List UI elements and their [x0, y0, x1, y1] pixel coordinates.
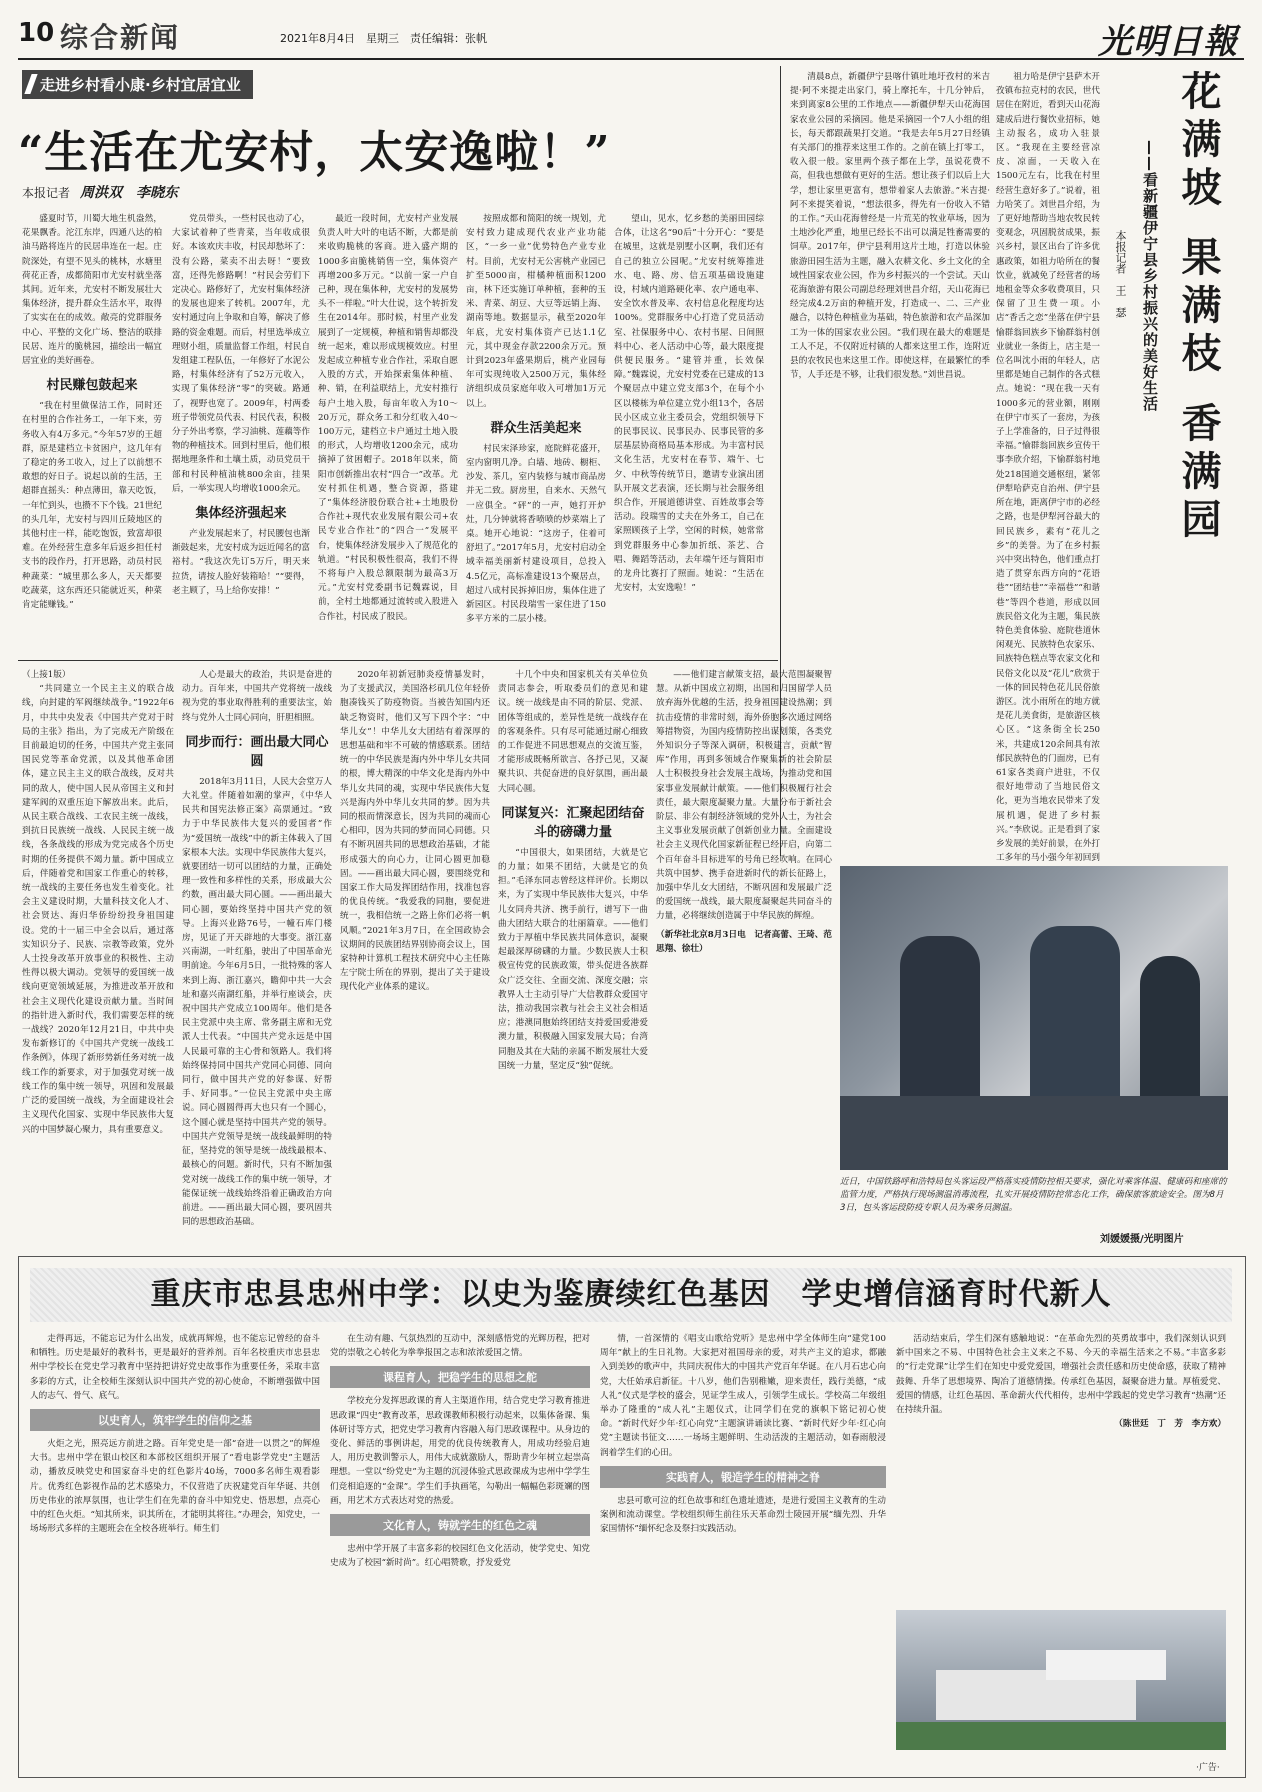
paragraph: 忠县可歌可泣的红色故事和红色遗址遗迹，是进行爱国主义教育的生动案例和流动课堂。学校组织师生前往乐天革命烈士陵园开展“缅先烈、升华家国情怀”缅怀纪念及祭扫实践活动。 — [600, 1495, 886, 1535]
masthead — [18, 18, 1244, 60]
story3-dateline: （新华社北京8月3日电 记者高蕾、王琦、范思翔、徐壮） — [656, 929, 832, 954]
paragraph: 2018年3月11日，人民大会堂万人大礼堂。伴随着如潮的掌声，《中华人民共和国宪法修正案》高票通过。“致力于中华民族伟大复兴的爱国者”作为“爱国统一战线”中的新主体载入了国家根本大法。实现中华民族伟大复兴，就要团结一切可以团结的力量，正确处理一致性和多样性的关系，形成最大公约数，画出最大同心圆。——画出最大同心圆，要始终坚持中国共产党的领导。上海兴业路76号，一幢石库门楼房，见证了开天辟地的大事变。浙江嘉兴南湖，一叶红船，驶出了中国革命光明前途。今年6月5日，一批特殊的客人来到上海、浙江嘉兴，瞻仰中共一大会址和嘉兴南湖红船，并举行座谈会，庆祝中国共产党成立100周年。他们是各民主党派中央主席、常务副主席和无党派人士代表。“中国共产党永远是中国人民最可靠的主心骨和领路人。我们将始终保持同中国共产党同心同德、同向同行，做中国共产党的好参谋、好帮手、好同事。”一位民主党派中央主席说。同心圆圆得再大也只有一个圆心，这个圆心就是坚持中国共产党的领导。中国共产党领导是统一战线最鲜明的特征，坚持党的领导是统一战线最根本、最核心的问题。新时代，只有不断加强党对统一战线工作的集中统一领导，才能保证统一战线始终沿着正确政治方向前进。——画出最大同心圆，要巩固共同的思想政治基础。 — [182, 776, 332, 1228]
subheading: 同谋复兴：汇聚起团结奋斗的磅礴力量 — [501, 805, 645, 840]
paragraph: 祖力哈是伊宁县萨木开孜镇布拉克村的农民，世代居住在附近，看到天山花海建成后进行餐饮业招标，她主动报名，成功入驻景区。“我现在主要经营凉皮、凉面，一天收入在1500元左右，比我在村里经营生意好多了。”说着，祖力哈笑了。刘世昌介绍，为了更好地帮助当地农牧民转变观念，巩固脱贫成果，振兴乡村，景区出台了许多优惠政策，如祖力哈所在的餐饮业，就减免了经营者的场地租金等众多收费项目，只保留了卫生费一项。小店“香舌之恋”坐落在伊宁县愉群翁回族乡下愉群翁村创业就业一条街上，店主是一位名叫沈小雨的年轻人，店里都是她自己制作的各式糕点。她说：“现在我一天有1000多元的营业额，刚刚在伊宁市买了一套房，为孩子上学准备的，日子过得很幸福。”愉群翁回族乡宣传干事李欣介绍，下愉群翁村地处218国道交通枢纽，紧邻伊犁哈萨克自治州、伊宁县所在地，距离伊宁市的必经之路，也是伊犁河谷最大的回民族乡，素有“花儿之乡”的美誉。为了在乡村振兴中突出特色，他们重点打造了贯穿东西方向的“花语巷”“团结巷”“幸福巷”“和谐巷”等四个巷道，形成以回族民俗文化为主题，集民族特色美食体验、庭院巷道休闲观光、民族特色农家乐、回族特色糕点等农家文化和民俗文化以及“花儿”欣赏于一体的回民特色花儿民俗旅游区。沈小雨所在的地方就是花儿美食街，是旅游区核心区。“这条街全长250米，共建成120余间具有浓郁民族特色的门面房，已有61家各类商户进驻，不仅很好地带动了当地民俗文化，更为当地农民带来了发展机遇，促进了乡村振兴。”李欣说。正是看到了家乡发展的美好前景，在外打工多年的马小强今年初回到 — [996, 72, 1100, 864]
byline-names: 周洪双 李晓东 — [80, 185, 179, 201]
story2-subtitle: ——看新疆伊宁县乡村振兴的美好生活 — [1141, 140, 1159, 412]
story1-column-4 — [466, 212, 606, 652]
paragraph: “中国很大，如果团结，大就是它的力量；如果不团结，大就是它的负担。”毛泽东同志曾经这样评价。长期以来，为了实现中华民族伟大复兴，中华儿女同舟共济、携手前行，谱写下一曲曲大团结大联合的壮丽篇章。——他们致力于厚植中华民族共同体意识，凝聚起最深厚磅礴的力量。少数民族人士积极宣传党的民族政策，带头促进各族群众广泛交往、全面交流、深度交融；宗教界人士主动引导广大信教群众爱国守法，推动我国宗教与社会主义社会相适应；港澳同胞始终团结支持爱国爱港爱澳力量，积极融入国家发展大局；台湾同胞及其在大陆的亲属不断发展壮大爱国统一力量，坚定反“独”促统。 — [498, 847, 648, 1071]
paragraph: “共同建立一个民主主义的联合战线，向封建的军阀继续战争。”1922年6月，中共中央发表《中国共产党对于时局的主张》指出，为了完成无产阶级在目前最迫切的任务，中国共产党主张同国民党等革命党派，以及其他革命团体，建立民主主义的联合战线，反对共同的敌人，使中国人民从帝国主义和封建军阀的双重压迫下解放出来。此后，从民主联合战线、工农民主统一战线，到抗日民族统一战线、人民民主统一战线，各条战线的形成为党完成各个历史时期的任务提供不竭力量。新中国成立后，伴随着党和国家工作重心的转移，统一战线的主要任务也发生着变化。社会主义建设时期，大量科技文化人才、社会贤达、海归华侨纷纷投身祖国建设。党的十一届三中全会以后，通过落实知识分子、民族、宗教等政策，党外人士投身改革开放事业的积极性、主动性得以极大调动。党领导的爱国统一战线向更宽领域延展，为推进改革开放和社会主义现代化建设贡献力量。当时间的指针进入新时代，我们需要怎样的统一战线？2020年12月21日，中共中央发布新修订的《中国共产党统一战线工作条例》，体现了新形势新任务对统一战线工作的新要求，对于加强党对统一战线工作的集中统一领导，巩固和发展最广泛的爱国统一战线，为全面建设社会主义现代化国家、实现中华民族伟大复兴的中国梦凝心聚力，具有重要意义。 — [22, 684, 174, 1135]
paragraph: 在生动有趣、气氛热烈的互动中，深刻感悟党的光辉历程，把对党的崇敬之心转化为拳拳报国之志和浓浓爱国之情。 — [330, 1334, 590, 1359]
paragraph: 清晨8点，新疆伊宁县喀什镇吐地圩孜村的米吉提·阿不来提走出家门，骑上摩托车，十几分钟后，来到离家8公里的工作地点——新疆伊犁天山花海国家农业公园的采摘园。他是采摘园一个7人小组的组长，每天都跟蔬果打交道。“我是去年5月27日经镇有关部门的推荐来这里工作的。之前在镇上打零工，收入很一般。家里两个孩子都在上学，虽说花费不高，但我也想做有更好的生活。想让孩子们以后上大学，想让家里更富有，想带着家人去旅游。”米吉提·阿不来提笑着说，“想法很多，得先有一份收入不错的工作。”天山花海曾经是一片荒芜的牧业草场，因为土地沙化严重，地里已经长不出可以满足牲畜需要的饲草。2017年，伊宁县利用这片土地，打造以休验旅游田园生活为主题，融入农耕文化、乡土文化的全域性国家农业公园，作为乡村振兴的一个尝试。天山花海旅游有限公司副总经理刘世昌介绍，天山花海已经完成4.2万亩的种植开发，打造成一、二、三产业融合，以特色种植业为基础，特色旅游和农产品深加工为一体的国家农业公园。“我们现在最大的难题是工人不足，不仅附近村镇的人都来这里工作，连附近县的农牧民也来这里工作。即使这样，在最繁忙的季节，人手还是不够，让我们很发愁。”刘世昌说。 — [790, 72, 990, 381]
subheading: 村民赚包鼓起来 — [46, 378, 138, 394]
paragraph: 产业发展起来了，村民腰包也渐渐鼓起来，尤安村成为远近闻名的富裕村。“我这次先订5万斤，明天来拉货，请按人脸好装箱哈！”“要得，老主顾了，马上给你安排！” — [172, 529, 310, 596]
story3-column-2 — [182, 668, 332, 1248]
ad-subheading: 以史育人，筑牢学生的信仰之基 — [30, 1409, 320, 1431]
paragraph: 忠州中学开展了丰富多彩的校园红色文化活动，使学党史、知党史成为了校园“新时尚”。红心唱赞歌，抒发爱党 — [330, 1544, 590, 1569]
story1-column-2 — [172, 212, 310, 652]
paragraph: 十几个中央和国家机关有关单位负责同志参会，听取委员们的意见和建议。统一战线是由不同的阶层、党派、团体等组成的，差异性是统一战线存在的客观条件。只有尽可能通过耐心细致的工作促进不同思想观点的交流互鉴，才能形成既畅所欲言、各抒己见，又凝聚共识、共促奋进的良好氛围，画出最大同心圆。 — [498, 670, 648, 794]
ad-tag: ·广告· — [1196, 1763, 1220, 1773]
story2-title-1: 花满坡 — [1175, 70, 1222, 214]
photo-building — [1046, 1650, 1166, 1680]
paragraph: 学校充分发挥思政课的育人主渠道作用，结合党史学习教育推进思政课“四史”教育改革，思政课教师积极行动起来，以集体备课、集体研讨等方式，把党史学习教育内容融入每门思政课程中。从身边的变化、鲜活的事例讲起，用党的优良传统教育人，用成功经验启迪人，用历史教训警示人，用伟大成就激励人，帮助青少年树立起崇高理想。一堂以“纷党史”为主题的沉浸体验式思政课成为忠州中学学生们竞相追逐的“金课”。学生们手执画笔，勾勒出一幅幅色彩斑斓的图画，用艺术方式表达对党的热爱。 — [330, 1396, 590, 1506]
ad-signature: （陈世廷 丁 芳 李方欢） — [1114, 1419, 1226, 1430]
news-photo — [840, 866, 1228, 1170]
paragraph: 望山，见水，忆乡愁的美丽田园综合体，让这名“90后”十分开心：“要是在城里，这就是别墅小区啊，我们还有自己的独立公园呢。”尤安村统筹推进水、电、路、房、信五项基础设施建设，村域内道路硬化率、农户通电率、安全饮水普及率、农村信息化程度均达100%。党群服务中心打造了党员活动室、社保服务中心、农村书屋、日间照料中心、老人活动中心等，最大限度提供便民服务。“建管并重，长效保障。”魏霖说，尤安村党委在已建成的13个聚居点中建立党支部3个，在每个小区以楼栋为单位建立党小组13个，各居民小区成立业主委员会，党组织领导下的民事民议、民事民办、民事民管的多层基层协商格局基本形成。为丰富村民文化生活，尤安村在春节、端午、七夕、中秋等传统节日，邀请专业演出团队开展文艺表演，还长期与社会服务组织合作，开展道德讲堂、百姓故事会等活动。段瑞雪的丈夫在外务工，自己在家照顾孩子上学，空闲的时候，她常常到党群服务中心参加折纸、茶艺、合唱、舞蹈等活动，去年端午还与简阳市的龙舟比赛打了照面。她说：“生活在尤安村，太安逸啦！” — [614, 214, 764, 594]
paragraph: 党员带头，一些村民也动了心，大家试着种了些青菜，当年收成很好。本该欢庆丰收，村民却愁坏了：没有公路，菜卖不出去呀！“要致富，还得先修路啊！”村民会劳们下定决心。路修好了，尤安村集体经济的发展也迎来了转机。2007年，尤安村通过向上争取和自筹，解决了修路的资金难题。而后，村里选举成立理财小组，质量监督工作组，村民自发组建工程队伍，一年修好了水泥公路，村集体经济有了52万元收入，实现了集体经济“零”的突破。路通了，视野也宽了。2009年，村两委班子带领党员代表、村民代表，积极分子外出考察，学习油桃、莲藕等作物的种植技术。回到村里后，他们根据地理条件和土壤土质，动员党员干部和村民种植油桃800余亩，挂果后，一举实现人均增收1000余元。 — [172, 214, 310, 494]
dateline: 2021年8月4日 星期三 责任编辑：张帆 — [280, 32, 487, 45]
paragraph: 活动结束后，学生们深有感触地说：“在革命先烈的英勇故事中，我们深刻认识到新中国来之不易、中国特色社会主义来之不易、今天的幸福生活来之不易。”丰富多彩的“行走党课”让学生们在知史中爱党爱国，增强社会责任感和历史使命感，获取了精神鼓舞、升华了思想境界、陶冶了道德情操。传承红色基因，凝聚奋进力量。厚植爱党、爱国的情感，让红色基因、革命薪火代代相传，忠州中学践起的党史学习教育“热潮”还在持续升温。 — [896, 1334, 1226, 1416]
story1-column-1 — [22, 212, 162, 652]
photo-sports-field — [896, 1722, 1226, 1750]
advertorial-title: 重庆市忠县忠州中学：以史为鉴赓续红色基因 学史增信涵育时代新人 — [30, 1268, 1232, 1322]
paragraph: 最近一段时间，尤安村产业发展负责人叶大叶的电话不断，大都是前来收购脆桃的客商。进入盛产期的1000多亩脆桃销售一空，集体资产再增200多万元。“以前一家一户自己种，现在集体种，尤安村的发展势头不一样啦。”叶大仕说，这个转折发生在2014年。那时候，村里产业发展到了一定规模，种植和销售却都没统一起来，难以形成规模效应。村里发起成立种植专业合作社，采取自愿入股的方式，开始探索集体种植、种、销，在利益联结上，尤安村推行每户土地入股，每亩年收入为10～20万元，群众务工和分红收入40～100万元，建档立卡户通过土地入股的形式，人均增收1200余元，成功摘掉了贫困帽子。2018年以来，简阳市创新推出农村“四合一”改革。尤安村抓住机遇，整合资源，搭建了“集体经济股份联合社+土地股份合作社+现代农业发展有限公司+农民专业合作社”的“四合一”发展平台，使集体经济发展步入了规范化的轨道。“村民积极性很高，我们不得不将每户入股总额限制为最高3万元。”尤安村党委副书记魏霖说，目前，全村土地都通过流转或入股进入合作社，村民成了股民。 — [318, 214, 458, 622]
ad-subheading: 课程育人，把稳学生的思想之舵 — [330, 1366, 590, 1388]
paragraph: 盛夏时节，川蜀大地生机盎然，花果飘香。沱江东岸，四通八达的柏油马路将连片的民居串连在一起。庄院深处，有望不见头的桃林，水塘里荷花正香，成都简阳市尤安村就坐落其间。近年来，尤安村不断发展壮大集体经济，提升群众生活水平，取得了实实在在的成效。敞亮的党群服务中心、平整的文化广场、整洁的联排民居、连片的脆桃园，描绘出一幅宜居宜业的美好画卷。 — [22, 214, 162, 367]
divider — [18, 660, 778, 661]
paragraph: ——他们建言献策支招，最大范围凝聚智慧。从新中国成立初期，出国和归国留学人员放弃海外优越的生活，投身祖国建设热潮；到抗击疫情的非常时刻，海外侨胞多次通过网络筹措物资，为国内疫情防控出谋划策，各类党外知识分子等深入调研，积极建言，贡献“智库”作用，再到多领域合作聚集新的社会阶层人士积极投身社会发展主战场，为推动党和国家事业发展献计献策。——他们积极履行社会责任，最大限度凝聚力量。大量分布于新社会阶层、非公有制经济领域的党外人士，为社会主义事业发展贡献了创新创业力量。全面建设社会主义现代化国家新征程已经开启，向第二个百年奋斗目标进军的号角已经吹响。在同心共筑中国梦、携手奋进新时代的新长征路上，加强中华儿女大团结，不断巩固和发展最广泛的爱国统一战线，最大限度凝聚起共同奋斗的力量，必将继续创造属于中华民族的辉煌。 — [656, 670, 832, 922]
ad-subheading: 实践育人，锻造学生的精神之脊 — [600, 1466, 886, 1488]
paragraph: 走得再远，不能忘记为什么出发，成就再辉煌，也不能忘记曾经的奋斗和牺牲。历史是最好的教科书，更是最好的营养剂。百年名校重庆市忠县忠州中学校长在党史学习教育中坚持把讲好党史故事作为重要任务，采取丰富多彩的方式，让全校师生深刻认识中国共产党的初心使命，不断增强做中国人的志气、骨气、底气。 — [30, 1334, 320, 1401]
story-headline: “生活在尤安村，太安逸啦！” — [18, 127, 611, 178]
ad-column-3 — [600, 1332, 886, 1762]
subheading: 同步而行：画出最大同心圆 — [185, 734, 329, 769]
ad-column-2 — [330, 1332, 590, 1762]
story2-title-3: 香满园 — [1175, 402, 1222, 546]
paragraph: 情，一首深情的《唱支山歌给党听》是忠州中学全体师生向“建党100周年”献上的生日礼物。大家把对祖国母亲的爱，对共产主义的追求，都融入到美妙的歌声中，共同庆祝伟大的中国共产党百年华诞。在八月石忠心向党，大任始承启新征。十八岁，他们告别稚嫩，迎来责任，践行美德，“成人礼”仪式是学校的盛会，见证学生成人，引领学生成长。学校高二年级组举办了隆重的“成人礼”主题仪式，让同学们在党的旗帜下铭记初心使命。“新时代好少年·红心向党”主题演讲诵读比赛、“新时代好少年·红心向党”主题读书征文……一场场主题鲜明、生动活泼的主题活动，如春雨般浸润着学生们的心田。 — [600, 1334, 886, 1458]
story2-column-2 — [996, 70, 1100, 864]
continued-note: （上接1版） — [22, 670, 71, 680]
story1-column-3 — [318, 212, 458, 652]
subheading: 集体经济强起来 — [195, 506, 287, 522]
story1-column-5 — [614, 212, 764, 652]
school-photo — [896, 1610, 1226, 1750]
ad-subheading: 文化育人，铸就学生的红色之魂 — [330, 1514, 590, 1536]
story3-column-4 — [498, 668, 648, 1248]
paragraph: 2020年初新冠肺炎疫情暴发时，为了支援武汉，美国洛杉矶几位年轻侨胞凑钱买了防疫物资。当被告知国内还缺乏物资时，他们又写下四个字：“中华儿女”！中华儿女大团结有着深厚的思想基础和牢不可破的情感联系。团结统一的中华民族是海内外中华儿女共同的根，博大精深的中华文化是海内外中华儿女共同的魂，实现中华民族伟大复兴是海内外中华儿女共同的梦。因为共同的根而情深意长，因为共同的魂而心心相印，因为共同的梦而同心同德。只有不断巩固共同的思想政治基础，才能形成强大的向心力，让同心圆更加稳固。——画出最大同心圆，要围绕党和国家工作大局发挥团结作用，找准包容的优良传统。“我爱我的同胞，要促进统一，我相信统一之路上你们必将一帆风顺。”2021年3月7日，在全国政协会议期间的民族团结界别协商会议上，国家特种计算机工程技术研究中心主任陈左宁院士所在的界别，提出了关于建设现代化产业体系的建议。 — [340, 670, 490, 993]
photo-train-seats — [840, 1096, 1228, 1170]
story2-byline: 本报记者 王 瑟 — [1114, 230, 1127, 318]
paragraph: 按照成都和简阳的统一规划，尤安村致力建成现代农业产业功能区，“一乡一业”优势特色产业专业村。目前，尤安村无公害桃产业园已扩至5000亩，柑橘种植面积1200亩，林下还实施订单种植，套种的玉米、青菜、胡豆、大豆等远销上海、湖南等地。数据显示，截至2020年年底，尤安村集体资产已达1.1亿元，其中现金存款2200余万元。预计到2023年盛果期后，桃产业园每年可实现纯收入2500万元，集体经济组织成员家庭年收入可增加1万元以上。 — [466, 214, 606, 409]
photo-caption: 近日，中国铁路呼和浩特局包头客运段严格落实疫情防控相关要求，强化对乘客体温、健康码和座席的监管力度，严格执行现场测温消毒流程，扎实开展疫情防控常态化工作，确保旅客旅途安全。图为8月3日，包头客运段防疫专职人员为乘务员测温。 — [840, 1177, 1227, 1213]
story2-title-2: 果满枝 — [1175, 236, 1222, 380]
subheading: 群众生活美起来 — [490, 420, 582, 436]
paragraph: 人心是最大的政治，共识是奋进的动力。百年来，中国共产党将统一战线视为党的事业取得胜利的重要法宝，始终与党外人士同心同向，肝胆相照。 — [182, 670, 332, 723]
story3-column-1 — [22, 668, 174, 1248]
story3-column-3 — [340, 668, 490, 1248]
page-number: 10 — [18, 18, 55, 48]
photo-credit: 刘媛媛摄/光明图片 — [1100, 1234, 1184, 1245]
byline-label: 本报记者 — [22, 186, 71, 200]
paragraph: 村民宋泽珍家，庭院鲜花盛开，室内窗明几净。白墙、地砖、橱柜、沙发、茶几，室内装修与城市商品房并无二致。厨房里，自来水、天然气一应俱全。“砰”的一声，她打开炉灶，几分钟就将香喷喷的炒菜端上了桌。她开心地说：“这房子，住着可舒坦了。”2017年5月，尤安村启动全域幸福美丽新村建设项目，总投入4.5亿元，高标准建设13个聚居点，超过八成村民拆掉旧房，集体住进了新园区。村民段瑞雪一家住进了150多平方米的二层小楼。 — [466, 443, 606, 625]
ad-column-4 — [896, 1332, 1226, 1606]
ad-column-1 — [30, 1332, 320, 1762]
story-kicker: 走进乡村看小康·乡村宜居宜业 — [22, 70, 253, 99]
section-title: 综合新闻 — [60, 21, 181, 54]
newspaper-logo: 光明日報 — [1098, 22, 1238, 62]
paragraph: 火炬之光，照亮远方前进之路。百年党史是一部“奋进一以贯之”的辉煌大书。忠州中学在银山校区和本部校区组织开展了“看电影学党史”主题活动，播放反映党史和国家奋斗史的红色影片40场，7000多名师生观看影片。优秀红色影视作品的艺术感染力，不仅营造了庆祝建党百年华诞、共创历史伟业的浓厚氛围，也让学生们在先辈的奋斗中知党史、悟思想，点亮心中的红色火炬。“知其所来，识其所在，才能明其将往。”办理会，知党史，一场场形式多样的主题班会在全校各班举行。师生们 — [30, 1439, 320, 1535]
story-byline — [22, 182, 178, 202]
paragraph: “我在村里做保洁工作，同时还在村里的合作社务工，一年下来，劳务收入有4万多元。”今年57岁的王超群，原是建档立卡贫困户，这几年有了稳定的务工收入，过上了以前想不敢想的好日子。说起以前的生活，王超群直摇头：种点薄田，靠天吃饭，一年忙到头，也攒不下个钱。21世纪的头几年，尤安村与四川丘陵地区的其他村庄一样，能吃饱饭，致富却很难。在外经营生意多年后返乡担任村支书的段作丹，打开思路，动员村民种蔬菜：“城里那么多人，天天都要吃蔬菜，这东西还只能就近买，种菜肯定能赚钱。” — [22, 401, 162, 611]
story3-column-5 — [656, 668, 832, 1248]
